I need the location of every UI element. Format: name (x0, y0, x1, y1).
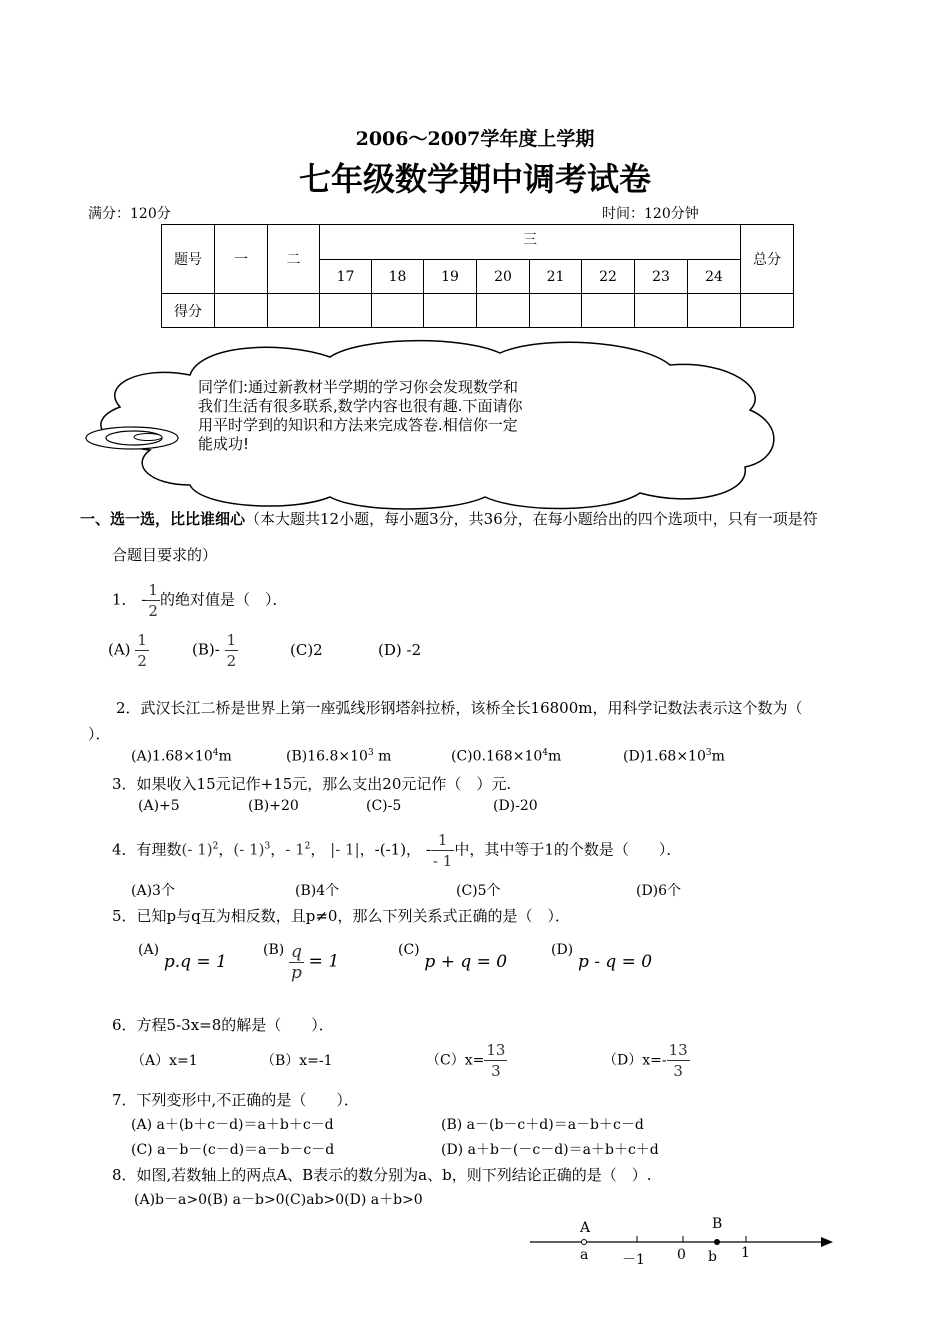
q3-option-c[interactable]: (C)-5 (366, 798, 402, 814)
q5-option-a[interactable] (138, 942, 227, 972)
q1-b-den: 2 (226, 652, 237, 670)
q2-c-exp: 4 (542, 748, 548, 758)
q6-d-num: 13 (668, 1041, 688, 1059)
score-cell[interactable] (268, 294, 320, 328)
q4-option-b[interactable]: (B)4个 (295, 883, 340, 899)
bubble-line: 能成功! (198, 435, 250, 453)
q4-option-c[interactable]: (C)5个 (456, 883, 501, 899)
q2-text-1: 2．武汉长江二桥是世界上第一座弧线形钢塔斜拉桥，该桥全长16800m，用科学记数法表示这个数为（ (116, 699, 803, 717)
q5-c-label: (C) (398, 942, 420, 958)
q4-prefix: 4．有理数 (112, 840, 182, 859)
q4-expr-3-exp: 2 (304, 841, 311, 852)
q5-option-d[interactable] (551, 942, 653, 972)
q4-expr-1: (- 1) (181, 840, 213, 859)
q1-text: 的绝对值是（ ）． (159, 590, 288, 609)
q4-comma: ， (359, 840, 375, 859)
q4-comma: ， (310, 840, 326, 859)
q1-b-label: (B)- (192, 640, 220, 659)
tick-b-label: b (708, 1249, 717, 1265)
q5-d-label: (D) (551, 942, 574, 958)
q4-expr-4: |- 1| (330, 840, 360, 859)
q5-b-fraction (289, 942, 304, 983)
score-cell[interactable] (372, 294, 424, 328)
q6-d-fraction (667, 1040, 690, 1081)
number-line (525, 1212, 840, 1272)
score-cell[interactable] (530, 294, 582, 328)
q6-option-a[interactable]: （A）x=1 (131, 1053, 198, 1069)
q2-option-a[interactable] (131, 748, 232, 765)
q3-option-a[interactable]: (A)+5 (138, 798, 180, 814)
q2-c-text: (C)0.168×10 (451, 748, 543, 765)
q6-c-num: 13 (486, 1041, 506, 1059)
q7-option-d[interactable]: (D) a＋b－(－c－d)＝a＋b＋c＋d (441, 1142, 659, 1158)
q2-b-unit: m (373, 748, 392, 765)
q2-a-unit: m (218, 748, 232, 765)
q1-num: 1 (148, 581, 158, 599)
q5-a-label: (A) (138, 942, 160, 958)
sub-q-21: 21 (530, 260, 582, 294)
sub-q-19: 19 (424, 260, 477, 294)
q4-suffix: 中，其中等于1的个数是（ ）． (454, 840, 682, 859)
q1-a-fraction (135, 630, 149, 671)
q7-option-c[interactable]: (C) a－b－(c－d)＝a－b－c－d (131, 1142, 335, 1158)
score-cell[interactable] (635, 294, 688, 328)
q5-a-expr: p.q = 1 (163, 952, 227, 972)
q4-comma: ， (270, 840, 286, 859)
point-b-label: B (712, 1216, 723, 1232)
q5-d-expr: p - q = 0 (577, 952, 653, 972)
q2-d-unit: m (711, 748, 725, 765)
sub-q-20: 20 (477, 260, 530, 294)
col-total: 总分 (741, 225, 794, 294)
q1-option-a[interactable] (108, 630, 149, 671)
col-three: 三 (320, 225, 741, 260)
q1-a-label: (A) (108, 640, 131, 659)
q6-option-c[interactable] (426, 1040, 507, 1081)
section1-note: （本大题共12小题，每小题3分，共36分，在每小题给出的四个选项中，只有一项是符 (245, 510, 818, 528)
q1-fraction (146, 580, 160, 621)
q4-expr-6-minus: - (425, 840, 431, 859)
section1-heading: 一、选一选，比比谁细心 (80, 510, 246, 528)
q6-option-d[interactable] (603, 1040, 690, 1081)
q1-option-c[interactable]: (C)2 (290, 641, 323, 659)
q2-d-text: (D)1.68×10 (623, 748, 706, 765)
sub-q-24: 24 (688, 260, 741, 294)
score-cell[interactable] (477, 294, 530, 328)
full-score: 满分：120分 (88, 206, 171, 222)
q4-expr-2-exp: 3 (264, 841, 271, 852)
q5-c-expr: p + q = 0 (424, 952, 508, 972)
section1-heading-line (80, 508, 818, 529)
q4-option-d[interactable]: (D)6个 (636, 883, 682, 899)
score-cell[interactable] (582, 294, 635, 328)
sub-q-17: 17 (320, 260, 372, 294)
q6-c-fraction (484, 1040, 507, 1081)
point-a-dot (582, 1240, 587, 1245)
bubble-line: 同学们:通过新教材半学期的学习你会发现数学和 (198, 378, 519, 396)
tick-a-label: a (580, 1247, 589, 1263)
q6-text: 6．方程5-3x=8的解是（ ）． (112, 1016, 334, 1034)
q7-text: 7．下列变形中,不正确的是（ ）． (112, 1091, 359, 1109)
q6-c-label: （C）x= (426, 1052, 485, 1069)
q7-option-a[interactable]: (A) a＋(b＋c－d)＝a＋b＋c－d (131, 1117, 334, 1133)
question-4 (112, 830, 681, 871)
section1-note-2: 合题目要求的） (112, 546, 218, 564)
exam-title: 七年级数学期中调考试卷 (298, 160, 651, 198)
sub-q-18: 18 (372, 260, 424, 294)
q1-den: 2 (148, 602, 158, 620)
q5-b-label: (B) (263, 942, 285, 958)
score-cell[interactable] (320, 294, 372, 328)
number-line-arrow (821, 1237, 833, 1247)
q1-minus: - (141, 590, 147, 609)
q1-option-b[interactable] (192, 630, 238, 671)
q2-d-exp: 3 (705, 748, 712, 758)
q1-option-d[interactable]: (D) -2 (378, 641, 422, 659)
question-label: 题号 (162, 225, 215, 294)
q5-b-num: q (291, 942, 302, 962)
q2-a-text: (A)1.68×10 (131, 748, 213, 765)
q2-b-text: (B)16.8×10 (286, 748, 368, 765)
q2-b-exp: 3 (367, 748, 374, 758)
q6-d-label: （D）x=- (603, 1052, 667, 1069)
sub-q-23: 23 (635, 260, 688, 294)
tick-minus1-label: －1 (622, 1252, 645, 1268)
q2-text-2: ）． (88, 725, 111, 743)
q7-option-b[interactable]: (B) a－(b－c＋d)＝a－b＋c－d (441, 1117, 644, 1133)
q5-option-b[interactable] (263, 942, 339, 983)
q2-c-unit: m (548, 748, 562, 765)
q3-option-d[interactable]: (D)-20 (493, 798, 538, 814)
q6-option-b[interactable]: （B）x=-1 (261, 1053, 333, 1069)
q5-b-den: p (291, 963, 302, 983)
exam-time: 时间：120分钟 (602, 206, 699, 222)
score-cell[interactable] (688, 294, 741, 328)
q8-options[interactable]: (A)b－a>0(B) a－b>0(C)ab>0(D) a＋b>0 (134, 1192, 423, 1208)
exam-term: 2006～2007学年度上学期 (355, 128, 595, 150)
q4-expr-6-num: 1 (437, 831, 448, 849)
col-two: 二 (268, 225, 320, 294)
q4-expr-2: (- 1) (233, 840, 265, 859)
q4-expr-1-exp: 2 (212, 841, 219, 852)
q3-text: 3．如果收入15元记作+15元，那么支出20元记作（ ）元. (112, 775, 512, 793)
score-cell[interactable] (424, 294, 477, 328)
tick-0-label: 0 (677, 1247, 686, 1263)
point-b-dot (714, 1239, 720, 1245)
point-a-label: A (580, 1220, 591, 1236)
score-label: 得分 (162, 294, 215, 328)
bubble-message (198, 378, 634, 454)
q4-expr-6-fraction (431, 830, 454, 871)
score-cell[interactable] (741, 294, 794, 328)
q5-option-c[interactable] (398, 942, 508, 972)
score-cell[interactable] (215, 294, 268, 328)
q2-a-exp: 4 (212, 748, 219, 758)
q3-option-b[interactable]: (B)+20 (248, 798, 299, 814)
q6-c-den: 3 (484, 1060, 507, 1081)
q1-b-num: 1 (226, 631, 237, 649)
q1-number: 1． (112, 590, 137, 609)
q6-d-den: 3 (667, 1060, 690, 1081)
q1-a-den: 2 (137, 652, 147, 670)
q1-b-fraction (225, 630, 239, 671)
q5-b-rest: = 1 (308, 951, 340, 972)
q4-comma: ， (218, 840, 234, 859)
q1-a-num: 1 (137, 631, 147, 649)
q4-option-a[interactable]: (A)3个 (131, 883, 175, 899)
q2-option-d[interactable] (623, 748, 725, 765)
q4-expr-5: -(-1)， (374, 840, 422, 859)
q4-expr-6-den: - 1 (432, 852, 453, 870)
tick-1-label: 1 (741, 1245, 750, 1261)
sub-q-22: 22 (582, 260, 635, 294)
question-1 (112, 580, 287, 621)
col-one: 一 (215, 225, 268, 294)
bubble-line: 我们生活有很多联系,数学内容也很有趣.下面请你 (198, 397, 523, 415)
q4-expr-3: - 1 (285, 840, 305, 859)
q5-text: 5．已知p与q互为相反数，且p≠0，那么下列关系式正确的是（ ）． (112, 907, 570, 925)
score-table (161, 224, 794, 328)
q2-option-b[interactable] (286, 748, 391, 765)
bubble-line: 用平时学到的知识和方法来完成答卷.相信你一定 (198, 416, 518, 434)
q8-text: 8．如图,若数轴上的两点A、B表示的数分别为a、b，则下列结论正确的是（ ）. (112, 1166, 652, 1184)
q2-option-c[interactable] (451, 748, 561, 765)
